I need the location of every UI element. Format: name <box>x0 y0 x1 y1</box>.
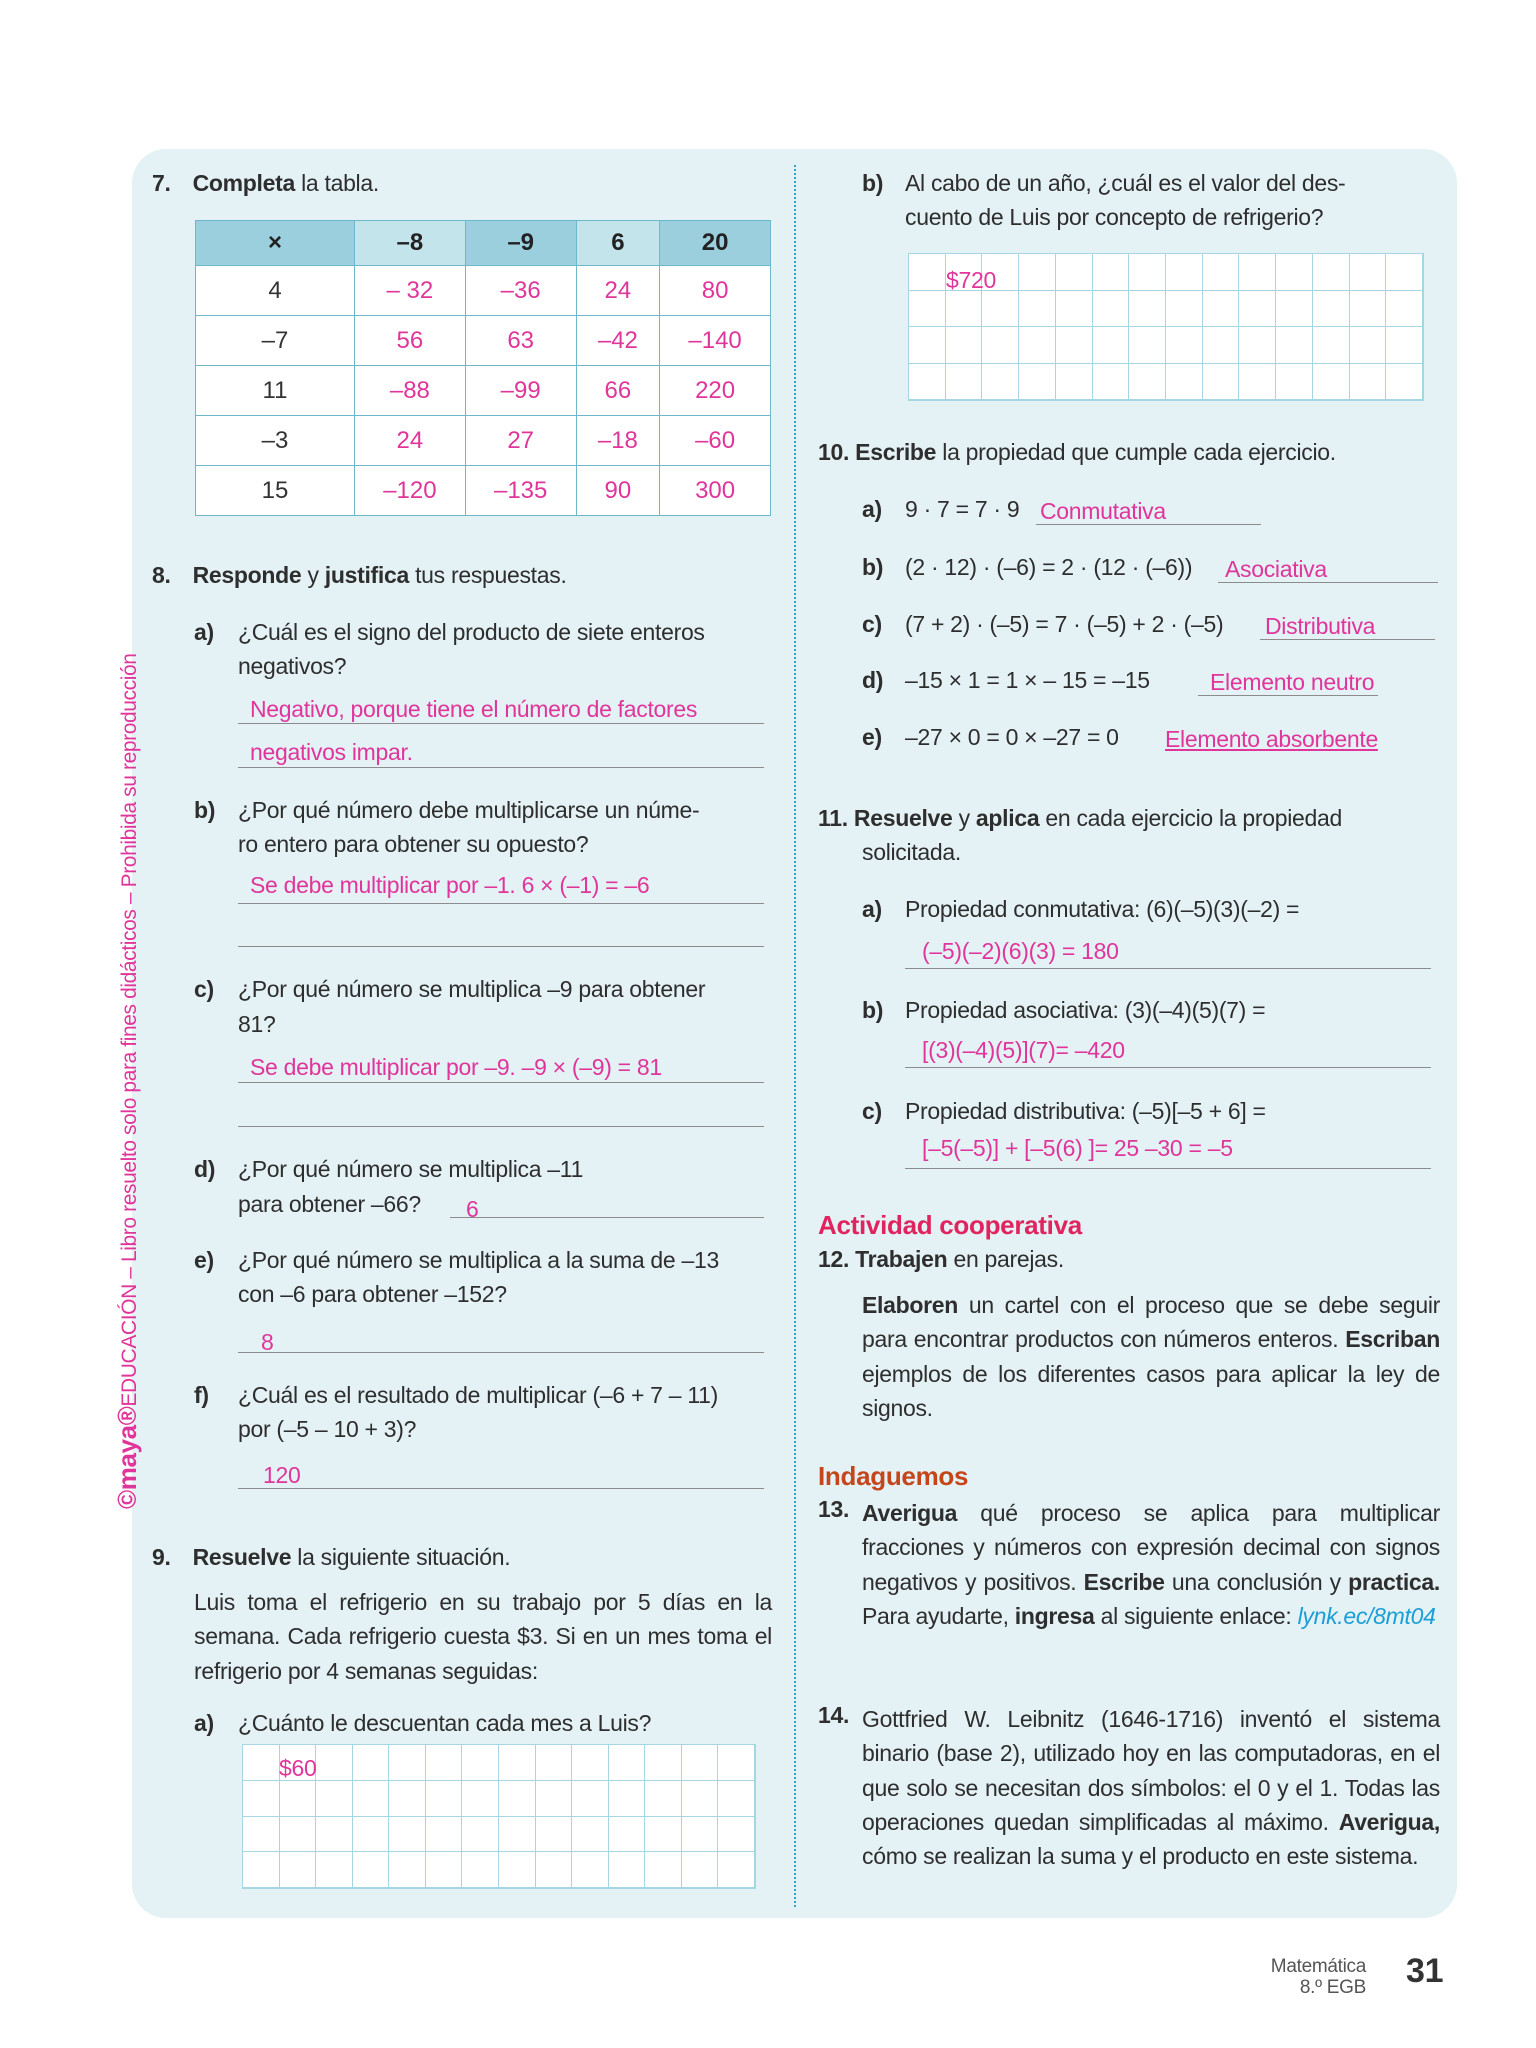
cooperative-activity-heading: Actividad cooperativa <box>818 1210 1082 1240</box>
grid-cell <box>243 1817 280 1853</box>
grid-cell <box>1350 327 1387 364</box>
grid-cell <box>1093 291 1130 328</box>
grid-cell <box>909 254 946 291</box>
table-cell-answer: 90 <box>576 466 660 516</box>
q11-item-label: b) <box>862 997 884 1023</box>
grid-cell <box>1166 327 1203 364</box>
q10-expression: –27 × 0 = 0 × –27 = 0 <box>905 724 1119 750</box>
q11-question: Propiedad asociativa: (3)(–4)(5)(7) = <box>905 997 1266 1023</box>
grid-cell <box>1166 291 1203 328</box>
grid-cell <box>982 364 1019 401</box>
q14-number: 14. <box>818 1702 850 1728</box>
q9b-answer: $720 <box>946 267 996 293</box>
table-cell-answer: 63 <box>465 316 576 366</box>
grid-cell <box>1239 327 1276 364</box>
table-cell-answer: 56 <box>355 316 466 366</box>
q10-item-label: d) <box>862 667 884 693</box>
grid-cell <box>682 1745 719 1781</box>
answer-line <box>238 946 764 947</box>
grid-cell <box>946 327 983 364</box>
table-cell-answer: –36 <box>465 266 576 316</box>
q9b-question: cuento de Luis por concepto de refrigerio? <box>905 204 1324 230</box>
q10-title: 10. Escribe la propiedad que cumple cada ejercicio. <box>818 439 1336 465</box>
grid-cell <box>982 327 1019 364</box>
grid-cell <box>1350 291 1387 328</box>
q8f-question: ¿Cuál es el resultado de multiplicar (–6 + 7 – 11) <box>238 1382 718 1408</box>
table-cell-answer: –120 <box>355 466 466 516</box>
answer-line <box>238 1082 764 1083</box>
grid-cell <box>1386 364 1423 401</box>
grid-cell <box>645 1817 682 1853</box>
grid-cell <box>572 1852 609 1888</box>
grid-cell <box>389 1852 426 1888</box>
q8e-question: ¿Por qué número se multiplica a la suma de –13 <box>238 1247 719 1273</box>
grid-cell <box>1276 327 1313 364</box>
q11-item-label: c) <box>862 1098 882 1124</box>
grid-cell <box>353 1745 390 1781</box>
table-row-header: 11 <box>196 366 355 416</box>
q8c-answer: Se debe multiplicar por –9. –9 × (–9) = 81 <box>250 1054 662 1080</box>
grid-cell <box>1056 254 1093 291</box>
grid-cell <box>1313 291 1350 328</box>
table-row-header: –3 <box>196 416 355 466</box>
grid-cell <box>1093 254 1130 291</box>
q9a-answer: $60 <box>279 1755 317 1781</box>
grid-cell <box>572 1745 609 1781</box>
table-cell-answer: 27 <box>465 416 576 466</box>
grid-cell <box>982 291 1019 328</box>
table-row-header: –7 <box>196 316 355 366</box>
copyright-sidebar <box>112 653 143 1509</box>
q10-answer: Conmutativa <box>1040 498 1166 524</box>
table-cell-answer: –18 <box>576 416 660 466</box>
q8a-question: ¿Cuál es el signo del producto de siete enteros <box>238 619 705 645</box>
grid-cell <box>462 1817 499 1853</box>
grid-cell <box>909 327 946 364</box>
footer-subject <box>1236 1956 1366 1998</box>
table-row <box>196 416 771 466</box>
table-header: –9 <box>465 221 576 266</box>
grid-cell <box>1239 364 1276 401</box>
grid-cell <box>536 1817 573 1853</box>
q8b-answer: Se debe multiplicar por –1. 6 × (–1) = –6 <box>250 872 650 898</box>
grade-label: 8.º EGB <box>1299 1977 1366 1998</box>
q8d-question: para obtener –66? <box>238 1191 421 1217</box>
q8e-label: e) <box>194 1247 214 1273</box>
grid-cell <box>1056 364 1093 401</box>
q8a-question: negativos? <box>238 653 347 679</box>
q10-item-label: e) <box>862 724 882 750</box>
grid-cell <box>1276 291 1313 328</box>
table-cell-answer: –60 <box>660 416 771 466</box>
q9-title: 9. Resuelve la siguiente situación. <box>152 1544 511 1570</box>
grid-cell <box>1386 291 1423 328</box>
grid-cell <box>426 1745 463 1781</box>
q8c-question: 81? <box>238 1011 276 1037</box>
grid-cell <box>1350 254 1387 291</box>
grid-cell <box>718 1745 755 1781</box>
q9-statement: Luis toma el refrigerio en su trabajo por 5 días en la semana. Cada refrigerio cuesta $3. Si en un mes toma el refrigerio por 4 semanas seguidas: <box>194 1589 772 1684</box>
publisher-logo: ©maya® <box>112 1406 142 1509</box>
grid-cell <box>1166 254 1203 291</box>
q8a-label: a) <box>194 619 214 645</box>
q10-answer: Elemento neutro <box>1210 669 1375 695</box>
table-cell-answer: 220 <box>660 366 771 416</box>
q10-answer: Distributiva <box>1265 613 1376 639</box>
grid-cell <box>909 291 946 328</box>
grid-cell <box>462 1745 499 1781</box>
answer-line <box>1036 524 1261 525</box>
grid-cell <box>1276 364 1313 401</box>
grid-cell <box>389 1817 426 1853</box>
q10-item-label: a) <box>862 496 882 522</box>
grid-cell <box>572 1817 609 1853</box>
table-cell-answer: 24 <box>576 266 660 316</box>
q10-item-label: c) <box>862 611 882 637</box>
column-divider <box>794 165 796 1907</box>
grid-cell <box>1203 327 1240 364</box>
grid-cell <box>316 1817 353 1853</box>
q8b-label: b) <box>194 797 216 823</box>
grid-cell <box>1166 364 1203 401</box>
q10-answer: Elemento absorbente <box>1165 726 1378 752</box>
grid-cell <box>536 1745 573 1781</box>
table-header: 6 <box>576 221 660 266</box>
grid-cell <box>946 291 983 328</box>
q8f-label: f) <box>194 1382 209 1408</box>
grid-cell <box>645 1852 682 1888</box>
grid-cell <box>280 1817 317 1853</box>
answer-line <box>238 903 764 904</box>
grid-cell <box>682 1817 719 1853</box>
grid-cell <box>1276 254 1313 291</box>
copyright-text: EDUCACIÓN – Libro resuelto solo para fines didácticos – Prohibida su reproducción <box>118 653 141 1407</box>
table-row <box>196 316 771 366</box>
grid-cell <box>462 1852 499 1888</box>
grid-cell <box>645 1745 682 1781</box>
table-cell-answer: 300 <box>660 466 771 516</box>
grid-cell <box>609 1852 646 1888</box>
resource-link[interactable]: lynk.ec/8mt04 <box>1297 1602 1436 1629</box>
grid-cell <box>1129 327 1166 364</box>
answer-line <box>238 767 764 768</box>
table-row <box>196 266 771 316</box>
grid-cell <box>316 1781 353 1817</box>
grid-cell <box>1056 291 1093 328</box>
q9b-question: Al cabo de un año, ¿cuál es el valor del des- <box>905 170 1346 196</box>
answer-line <box>905 1168 1431 1169</box>
grid-cell <box>1313 364 1350 401</box>
grid-cell <box>718 1781 755 1817</box>
q9a-question: ¿Cuánto le descuentan cada mes a Luis? <box>238 1710 652 1736</box>
q11-answer: [–5(–5)] + [–5(6) ]= 25 –30 = –5 <box>922 1135 1233 1161</box>
grid-cell <box>426 1817 463 1853</box>
grid-cell <box>1129 364 1166 401</box>
q10-expression: (2 · 12) · (–6) = 2 · (12 · (–6)) <box>905 554 1193 580</box>
q8a-answer: negativos impar. <box>250 739 413 765</box>
q11-answer: [(3)(–4)(5)](7)= –420 <box>922 1037 1125 1063</box>
grid-cell <box>1019 254 1056 291</box>
table-row-header: 15 <box>196 466 355 516</box>
q11-answer: (–5)(–2)(6)(3) = 180 <box>922 938 1119 964</box>
q9a-label: a) <box>194 1710 214 1736</box>
q8d-label: d) <box>194 1156 216 1182</box>
grid-cell <box>1019 364 1056 401</box>
grid-cell <box>1203 364 1240 401</box>
q9b-label: b) <box>862 170 884 196</box>
q10-expression: (7 + 2) · (–5) = 7 · (–5) + 2 · (–5) <box>905 611 1224 637</box>
table-header: –8 <box>355 221 466 266</box>
answer-line <box>905 968 1431 969</box>
table-cell-answer: –140 <box>660 316 771 366</box>
q8d-answer: 6 <box>466 1196 479 1222</box>
q8c-label: c) <box>194 976 214 1002</box>
answer-line <box>238 1126 764 1127</box>
answer-line <box>450 1217 764 1218</box>
q10-answer: Asociativa <box>1225 556 1327 582</box>
grid-cell <box>499 1817 536 1853</box>
q11-item-label: a) <box>862 896 882 922</box>
grid-cell <box>280 1781 317 1817</box>
q8a-answer: Negativo, porque tiene el número de factores <box>250 696 698 722</box>
grid-cell <box>1386 254 1423 291</box>
grid-cell <box>1239 254 1276 291</box>
q11-question: Propiedad distributiva: (–5)[–5 + 6] = <box>905 1098 1266 1124</box>
table-cell-answer: 24 <box>355 416 466 466</box>
grid-cell <box>426 1781 463 1817</box>
grid-cell <box>499 1781 536 1817</box>
grid-cell <box>499 1852 536 1888</box>
table-row <box>196 466 771 516</box>
grid-cell <box>536 1852 573 1888</box>
grid-cell <box>609 1781 646 1817</box>
grid-cell <box>1093 327 1130 364</box>
table-header: × <box>196 221 355 266</box>
grid-cell <box>389 1781 426 1817</box>
q8d-question: ¿Por qué número se multiplica –11 <box>238 1156 584 1182</box>
grid-cell <box>718 1852 755 1888</box>
table-cell-answer: –99 <box>465 366 576 416</box>
grid-cell <box>1313 327 1350 364</box>
answer-line <box>905 1067 1431 1068</box>
answer-line <box>238 1352 764 1353</box>
q8-title: 8. Responde y justifica tus respuestas. <box>152 562 567 588</box>
q8e-answer: 8 <box>261 1329 274 1355</box>
table-cell-answer: 80 <box>660 266 771 316</box>
q10-item-label: b) <box>862 554 884 580</box>
grid-cell <box>316 1852 353 1888</box>
grid-cell <box>353 1817 390 1853</box>
grid-cell <box>1313 254 1350 291</box>
grid-cell <box>1129 291 1166 328</box>
q10-expression: 9 · 7 = 7 · 9 <box>905 496 1020 522</box>
grid-cell <box>353 1781 390 1817</box>
grid-cell <box>389 1745 426 1781</box>
answer-line <box>1218 582 1438 583</box>
grid-cell <box>1019 291 1056 328</box>
table-cell-answer: –42 <box>576 316 660 366</box>
answer-line <box>1198 695 1378 696</box>
q8e-question: con –6 para obtener –152? <box>238 1281 507 1307</box>
table-cell-answer: – 32 <box>355 266 466 316</box>
grid-cell <box>572 1781 609 1817</box>
grid-cell <box>462 1781 499 1817</box>
q11-question: Propiedad conmutativa: (6)(–5)(3)(–2) = <box>905 896 1300 922</box>
grid-cell <box>243 1852 280 1888</box>
grid-cell <box>1203 291 1240 328</box>
answer-line <box>238 723 764 724</box>
grid-cell <box>718 1817 755 1853</box>
table-header: 20 <box>660 221 771 266</box>
subject-label: Matemática <box>1270 1956 1366 1977</box>
table-row-header: 4 <box>196 266 355 316</box>
grid-cell <box>316 1745 353 1781</box>
grid-cell <box>1129 254 1166 291</box>
q13-text: Averigua qué proceso se aplica para multiplicar fracciones y números con expresión decimal con signos negativos y positivos. Escribe una conclusión y practica. Para ayudarte, ingresa al siguiente enlace: lynk.ec/8mt04 <box>862 1500 1440 1629</box>
q8f-answer: 120 <box>263 1462 301 1488</box>
grid-cell <box>1056 327 1093 364</box>
grid-cell <box>609 1745 646 1781</box>
grid-cell <box>280 1852 317 1888</box>
page-number: 31 <box>1406 1952 1444 1990</box>
q8b-question: ro entero para obtener su opuesto? <box>238 831 589 857</box>
grid-cell <box>645 1781 682 1817</box>
grid-cell <box>946 364 983 401</box>
multiplication-table <box>195 220 771 516</box>
grid-cell <box>1386 327 1423 364</box>
answer-line <box>1260 639 1435 640</box>
grid-cell <box>609 1817 646 1853</box>
q10-expression: –15 × 1 = 1 × – 15 = –15 <box>905 667 1150 693</box>
grid-cell <box>1203 254 1240 291</box>
q14-text: Gottfried W. Leibnitz (1646-1716) inventó el sistema binario (base 2), utilizado hoy en las computadoras, en el que solo se necesitan dos símbolos: el 0 y el 1. Todas las operaciones quedan simplificadas al máximo. Averigua, cómo se realizan la suma y el producto en este sistema. <box>862 1706 1440 1870</box>
grid-cell <box>243 1745 280 1781</box>
grid-cell <box>1350 364 1387 401</box>
q8f-question: por (–5 – 10 + 3)? <box>238 1416 417 1442</box>
table-cell-answer: –88 <box>355 366 466 416</box>
grid-cell <box>682 1781 719 1817</box>
q12-title: 12. Trabajen en parejas. <box>818 1246 1064 1272</box>
q9a-work-grid[interactable] <box>242 1744 756 1889</box>
q12-text: Elaboren un cartel con el proceso que se debe seguir para encontrar productos con números enteros. Escriban ejemplos de los diferentes casos para aplicar la ley de signos. <box>862 1292 1440 1421</box>
table-cell-answer: 66 <box>576 366 660 416</box>
grid-cell <box>499 1745 536 1781</box>
grid-cell <box>909 364 946 401</box>
table-row <box>196 366 771 416</box>
q8c-question: ¿Por qué número se multiplica –9 para obtener <box>238 976 706 1002</box>
q7-title: 7. Completa la tabla. <box>152 170 379 196</box>
grid-cell <box>426 1852 463 1888</box>
table-cell-answer: –135 <box>465 466 576 516</box>
grid-cell <box>536 1781 573 1817</box>
q8b-question: ¿Por qué número debe multiplicarse un núme- <box>238 797 700 823</box>
grid-cell <box>353 1852 390 1888</box>
grid-cell <box>1019 327 1056 364</box>
grid-cell <box>1093 364 1130 401</box>
grid-cell <box>243 1781 280 1817</box>
answer-line <box>238 1488 764 1489</box>
q13-number: 13. <box>818 1496 850 1522</box>
research-heading: Indaguemos <box>818 1461 969 1491</box>
grid-cell <box>682 1852 719 1888</box>
q11-title: 11. Resuelve y aplica en cada ejercicio la propiedad <box>818 805 1342 831</box>
q11-title-cont: solicitada. <box>862 839 961 865</box>
grid-cell <box>1239 291 1276 328</box>
